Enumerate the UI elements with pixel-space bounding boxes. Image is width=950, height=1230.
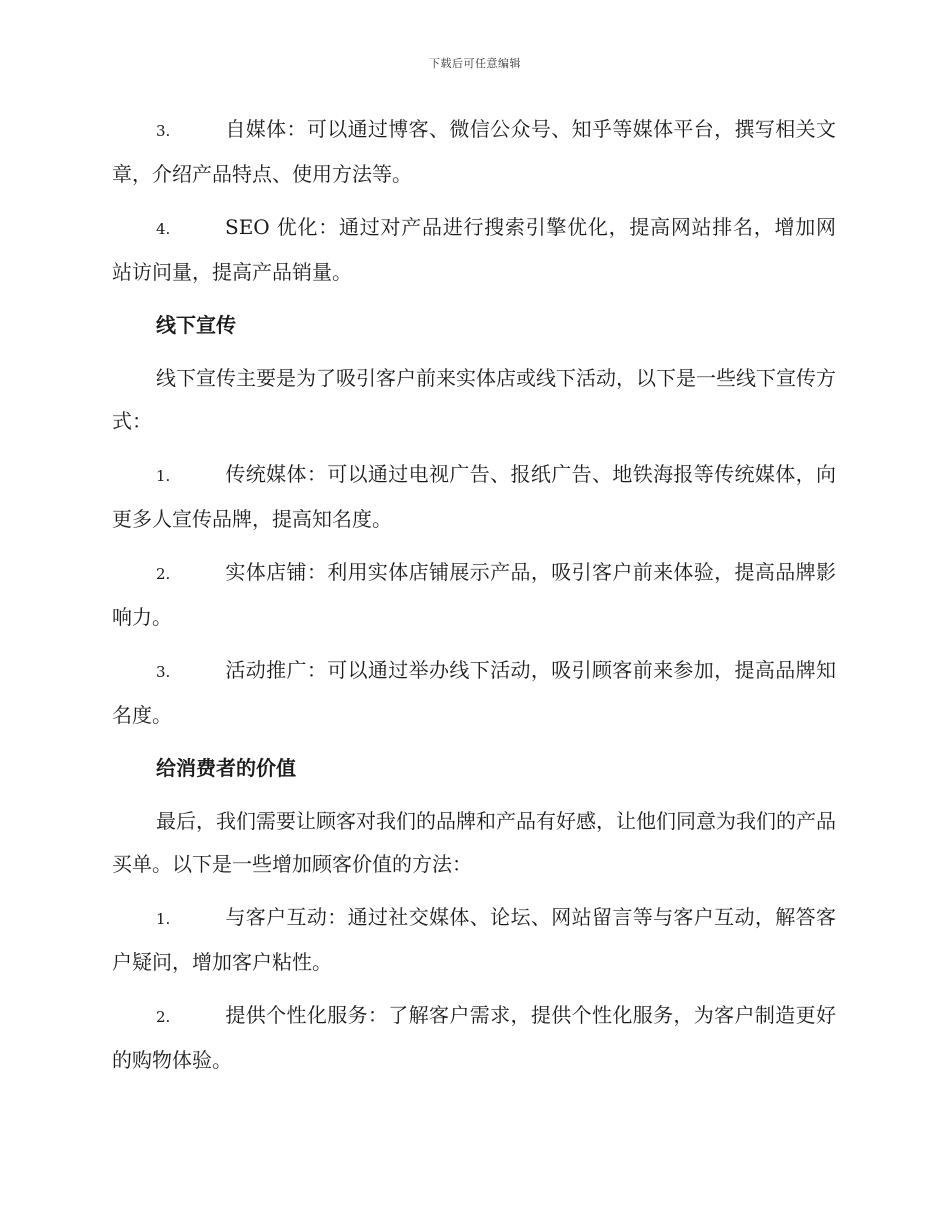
list-number: 4. — [156, 220, 171, 238]
section-heading: 线下宣传 — [156, 313, 236, 337]
list-item — [112, 108, 836, 196]
list-item — [112, 896, 836, 984]
paragraph: 线下宣传主要是为了吸引客户前来实体店或线下活动，以下是一些线下宣传方式： — [112, 366, 836, 433]
list-number: 1. — [156, 467, 171, 485]
list-number: 2. — [156, 565, 171, 583]
list-item — [112, 994, 836, 1082]
list-item-text: 传统媒体：可以通过电视广告、报纸广告、地铁海报等传统媒体，向更多人宣传品牌，提高知名度。 — [112, 462, 836, 531]
list-number: 1. — [156, 910, 171, 928]
list-item-text: 自媒体：可以通过博客、微信公众号、知乎等媒体平台，撰写相关文章，介绍产品特点、使用方法等。 — [112, 117, 836, 186]
list-item-text: SEO 优化：通过对产品进行搜索引擎优化，提高网站排名，增加网站访问量，提高产品销量。 — [112, 215, 836, 284]
list-item-text: 活动推广：可以通过举办线下活动，吸引顾客前来参加，提高品牌知名度。 — [112, 658, 836, 727]
list-item — [112, 453, 836, 541]
list-item-text: 提供个性化服务：了解客户需求，提供个性化服务，为客户制造更好的购物体验。 — [112, 1003, 836, 1072]
list-item — [112, 551, 836, 639]
list-number: 2. — [156, 1008, 171, 1026]
paragraph: 最后，我们需要让顾客对我们的品牌和产品有好感，让他们同意为我们的产品买单。以下是一些增加顾客价值的方法： — [112, 809, 836, 876]
list-number: 3. — [156, 663, 171, 681]
list-item — [112, 649, 836, 737]
page-header: 下载后可任意编辑 — [429, 57, 521, 70]
section-heading: 给消费者的价值 — [156, 756, 296, 780]
list-item — [112, 206, 836, 294]
list-item-text: 实体店铺：利用实体店铺展示产品，吸引客户前来体验，提高品牌影响力。 — [112, 560, 836, 629]
document-body — [112, 108, 836, 1092]
list-number: 3. — [156, 122, 171, 140]
list-item-text: 与客户互动：通过社交媒体、论坛、网站留言等与客户互动，解答客户疑问，增加客户粘性。 — [112, 905, 836, 974]
